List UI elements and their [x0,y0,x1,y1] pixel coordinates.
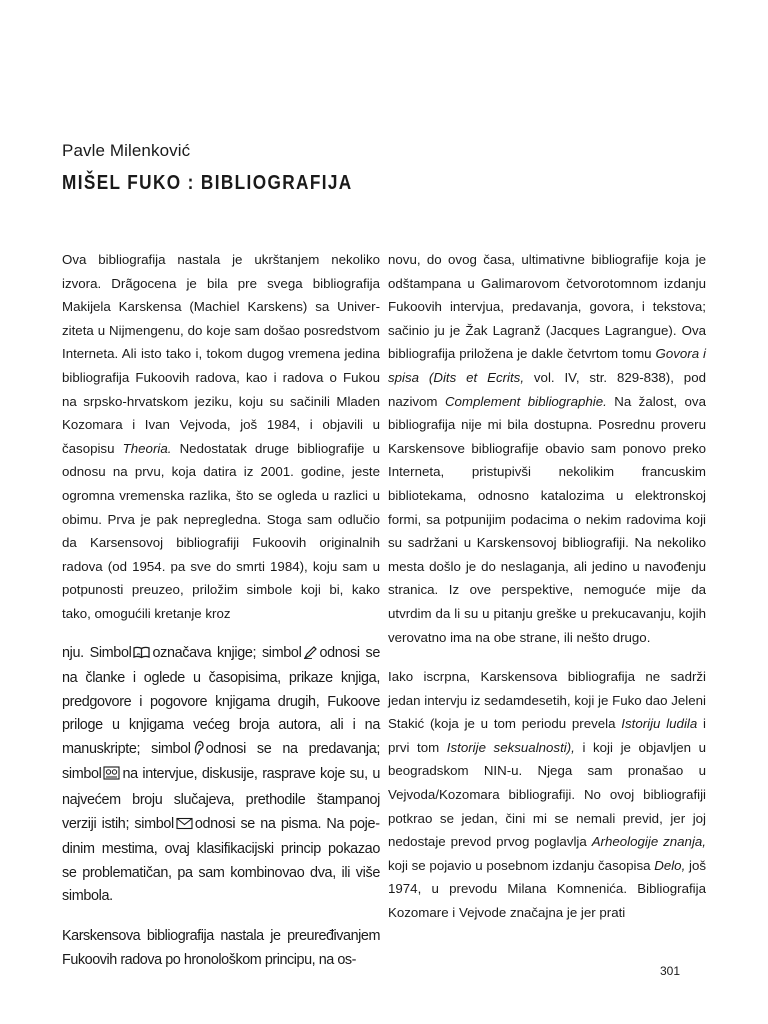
book-title: Govora i spisa (Dits et Ecrits, [388,346,706,385]
paragraph: Iako iscrpna, Karskensova bibliografija ne sadrži jedan intervju iz sedamdesetih, koji je Fuko dao Jeleni Stakić (koja je u tom periodu prevela Istoriju ludila i prvi tom Istorije seksualnosti), i koji je objavljen u beogradskom NIN-u. Njega sam pronašao u Vejvoda/Kozomara bibliografiji. No ovoj bibliografiji potkrao se jedan, čini mi se nemali previd, jer joj nedostaje prevod prvog poglavlja Arheologije znanja, koji se pojavio u posebnom izdanju časopisa Delo, još 1974, u prevodu Milana Komnenića. Bibliografija Kozomare i Vejvode značajna je jer prati [388,669,706,921]
book-title: Arheologije znanja, [591,834,706,850]
book-title: Complement bibliographie. [444,393,607,409]
right-column [388,248,706,941]
article-title: MIŠEL FUKO : BIBLIOGRAFIJA [62,172,353,194]
paragraph: Karskensova bibliografija nastala je preuređivanjem Fukoovih radova po hronološkom principu, na os- [62,928,380,968]
paragraph: Ova bibliografija nastala je ukrštanjem nekoliko izvora. Drãgocena je bila pre svega bibliografija Makijela Karskensa (Machiel Karskens) sa Univerziteta u Nijmengenu, do koje sam došao posredstvom Interneta. Ali isto tako i, tokom dugog vremena jedina bibliografija Fukoovih radova, kao i radova o Fukou na srpsko-hrvatskom jeziku, koju su sačinili Mladen Kozomara i Ivan Vejvoda, još 1984, i objavili u časopisu Theoria. Nedostatak druge bibliografije u odnosu na prvu, koja datira iz 2001. godine, jeste ogromna vremenska razlika, što se ogleda u razlici u obimu. Prva je pak nepregledna. Stoga sam odlučio da Karsensovoj bibliografiji Fukoovih originalnih radova (od 1954. pa sve do smrti 1984), koju sam u potpunosti preuzeo, priložim simbole koji bi, kako tako, omogućili kretanje kroz [62,252,380,621]
page-number: 301 [660,964,681,978]
book-title: Istoriju ludila [621,716,698,732]
envelope-icon [176,815,193,839]
book-title: Istorije seksualnosti), [446,739,575,755]
paragraph-symbols: nju. Simbol označava knjige; simbol odnosi se na članke i oglede u časopisima, prikaze knjiga, predgovore i pogovore knjigama drugih, Fukoove priloge u knjigama većeg broja autora, ali i na manuskripte; simbol odnosi se na predavanja; simbol na intervjue, diskusije, rasprave koje su, u najvećem broju slučajeva, prethodile štampanoj verziji istih; simbol odnosi se na pisma. Na pojedinim mestima, ovaj klasifikacijski princip pokazao se problematičan, pa sam kombinovao dva, ili više simbola. [62,644,381,905]
ear-icon [193,740,204,764]
journal-title: Delo, [654,857,686,873]
dialogue-icon [103,765,120,789]
paragraph: novu, do ovog časa, ultimativne bibliografije koja je odštampana u Galimarovom četvorotomnom izdanju Fukoovih intervjua, predavanja, govora, i tekstova; sačinio ju je Žak Lagranž (Jacques Lagrangue). Ova bibliografija priložena je dakle četvrtom tomu Govora i spisa (Dits et Ecrits, vol. IV, str. 829-838), pod nazivom Complement bibliographie. Na žalost, ova bibliografija nije mi bila dostupna. Posrednu proveru Karskensove bibliografije obavio sam ponovo preko Interneta, pristupivši nekolikim francuskim bibliotekama, odnosno katalozima u elektronskoj formi, sa potpunijim podacima o nekim radovima koji su sadržani u Karskensovoj bibliografiji. Na nekoliko mesta došlo je do neslaganja, ali jedino u navođenju stranica. Iz ove perspektive, nemoguće mije da utvrdim da li su u pitanju greške u prekucavanju, kojih verovatno ima na obe strane, ili nešto drugo. [388,252,706,645]
journal-title: Theoria. [122,440,172,456]
left-column [62,248,380,972]
pen-icon [303,644,317,668]
book-icon [133,644,150,668]
author-name: Pavle Milenković [62,141,191,160]
